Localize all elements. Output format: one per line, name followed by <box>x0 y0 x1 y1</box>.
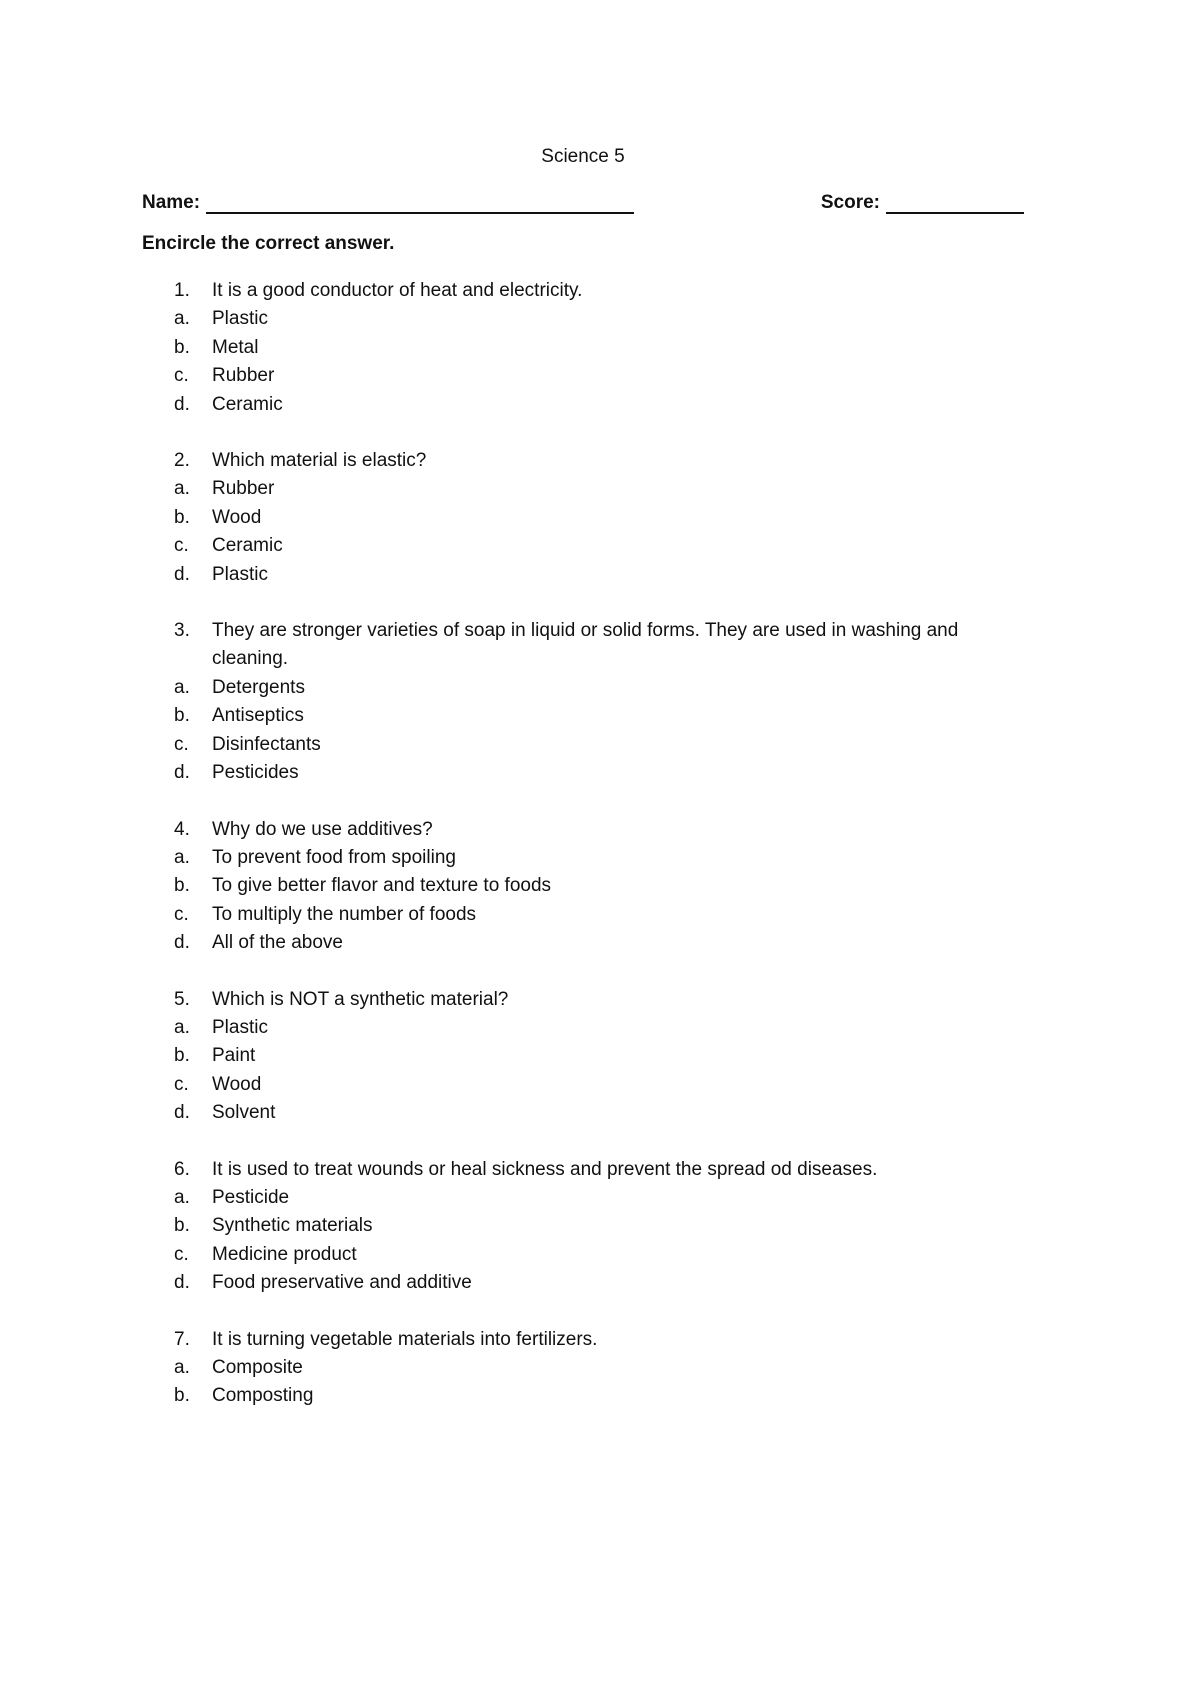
answer-option[interactable] <box>142 1354 1024 1382</box>
question-item <box>142 617 1024 787</box>
question-stem <box>142 986 1024 1014</box>
answer-option[interactable] <box>142 1269 1024 1297</box>
option-letter: b. <box>174 1045 190 1067</box>
option-text: Food preservative and additive <box>212 1272 472 1294</box>
option-text: Rubber <box>212 365 275 387</box>
answer-option[interactable] <box>142 504 1024 532</box>
question-number: 6. <box>174 1158 190 1180</box>
option-letter: c. <box>174 1243 189 1265</box>
instruction-text: Encircle the correct answer. <box>142 233 395 254</box>
option-text: Rubber <box>212 478 275 500</box>
question-stem <box>142 1326 1024 1354</box>
answer-option[interactable] <box>142 759 1024 787</box>
question-number: 7. <box>174 1328 190 1350</box>
option-text: Plastic <box>212 563 268 585</box>
option-letter: a. <box>174 1357 190 1378</box>
option-letter: b. <box>174 336 190 358</box>
question-stem <box>142 617 1024 674</box>
option-text: Wood <box>212 506 262 528</box>
option-letter: a. <box>174 1186 190 1208</box>
answer-option[interactable] <box>142 305 1024 333</box>
option-letter: d. <box>174 932 190 954</box>
option-letter: a. <box>174 308 190 330</box>
answer-option[interactable] <box>142 1212 1024 1240</box>
answer-option[interactable] <box>142 391 1024 419</box>
question-item <box>142 986 1024 1128</box>
question-text: Which is NOT a synthetic material? <box>212 988 509 1010</box>
header-fields <box>142 188 1024 214</box>
answer-option[interactable] <box>142 901 1024 929</box>
option-letter: a. <box>174 1016 190 1038</box>
option-letter: c. <box>174 535 189 557</box>
answer-option[interactable] <box>142 674 1024 702</box>
question-stem <box>142 447 1024 475</box>
document-title: Science 5 <box>541 146 625 167</box>
option-text: Ceramic <box>212 393 283 415</box>
question-number: 4. <box>174 818 190 840</box>
option-letter: d. <box>174 1102 190 1124</box>
answer-option[interactable] <box>142 872 1024 900</box>
answer-option[interactable] <box>142 844 1024 872</box>
question-text: They are stronger varieties of soap in liquid or solid forms. They are used in washing and cleaning. <box>212 620 959 670</box>
answer-option[interactable] <box>142 1184 1024 1212</box>
option-letter: a. <box>174 676 190 698</box>
option-letter: d. <box>174 1272 190 1294</box>
answer-option[interactable] <box>142 1014 1024 1042</box>
answer-option[interactable] <box>142 1241 1024 1269</box>
option-text: Composite <box>212 1357 303 1378</box>
answer-option[interactable] <box>142 702 1024 730</box>
question-stem <box>142 1156 1024 1184</box>
option-text: Composting <box>212 1385 314 1407</box>
question-number: 5. <box>174 988 190 1010</box>
answer-option[interactable] <box>142 561 1024 589</box>
answer-option[interactable] <box>142 1382 1024 1410</box>
question-item <box>142 447 1024 589</box>
name-blank-line[interactable] <box>206 194 634 214</box>
answer-option[interactable] <box>142 1071 1024 1099</box>
question-text: It is a good conductor of heat and electricity. <box>212 280 583 301</box>
question-item <box>142 1156 1024 1298</box>
option-letter: d. <box>174 563 190 585</box>
option-text: Plastic <box>212 308 268 330</box>
option-letter: c. <box>174 903 189 925</box>
question-stem <box>142 816 1024 844</box>
score-label: Score: <box>820 192 880 213</box>
option-letter: b. <box>174 875 190 897</box>
option-letter: b. <box>174 705 190 727</box>
option-text: Solvent <box>212 1102 276 1124</box>
option-letter: b. <box>174 1385 190 1407</box>
option-letter: b. <box>174 1215 190 1237</box>
option-letter: d. <box>174 393 190 415</box>
option-text: All of the above <box>212 932 343 954</box>
option-text: Detergents <box>212 676 305 698</box>
option-letter: a. <box>174 478 190 500</box>
question-text: It is turning vegetable materials into fertilizers. <box>212 1328 598 1350</box>
answer-option[interactable] <box>142 334 1024 362</box>
option-text: Wood <box>212 1073 262 1095</box>
question-item <box>142 1326 1024 1411</box>
option-letter: c. <box>174 365 189 387</box>
option-text: Synthetic materials <box>212 1215 373 1237</box>
question-item <box>142 816 1024 958</box>
answer-option[interactable] <box>142 1099 1024 1127</box>
option-letter: c. <box>174 1073 189 1095</box>
option-text: Paint <box>212 1045 256 1067</box>
answer-option[interactable] <box>142 929 1024 957</box>
option-letter: c. <box>174 733 189 755</box>
answer-option[interactable] <box>142 731 1024 759</box>
question-text: It is used to treat wounds or heal sickness and prevent the spread od diseases. <box>212 1158 878 1180</box>
option-text: Pesticide <box>212 1186 290 1208</box>
option-text: Ceramic <box>212 535 283 557</box>
option-text: Medicine product <box>212 1243 357 1265</box>
answer-option[interactable] <box>142 1042 1024 1070</box>
option-letter: a. <box>174 846 190 868</box>
option-text: Pesticides <box>212 762 299 784</box>
question-list <box>142 277 1024 1411</box>
name-label: Name: <box>142 192 201 213</box>
worksheet-page <box>0 146 1200 1699</box>
answer-option[interactable] <box>142 532 1024 560</box>
option-text: To prevent food from spoiling <box>212 846 456 868</box>
answer-option[interactable] <box>142 362 1024 390</box>
question-text: Which material is elastic? <box>212 450 427 472</box>
option-text: To give better flavor and texture to foods <box>212 875 552 897</box>
option-text: To multiply the number of foods <box>212 903 477 925</box>
question-item <box>142 277 1024 419</box>
question-number: 3. <box>174 620 190 642</box>
score-blank-line[interactable] <box>886 194 1024 214</box>
option-text: Disinfectants <box>212 733 321 755</box>
question-text: Why do we use additives? <box>212 818 433 840</box>
option-text: Plastic <box>212 1016 268 1038</box>
option-letter: b. <box>174 506 190 528</box>
question-stem <box>142 277 1024 305</box>
option-text: Metal <box>212 336 259 358</box>
question-number: 1. <box>174 280 190 301</box>
question-number: 2. <box>174 450 190 472</box>
answer-option[interactable] <box>142 475 1024 503</box>
option-letter: d. <box>174 762 190 784</box>
option-text: Antiseptics <box>212 705 304 727</box>
